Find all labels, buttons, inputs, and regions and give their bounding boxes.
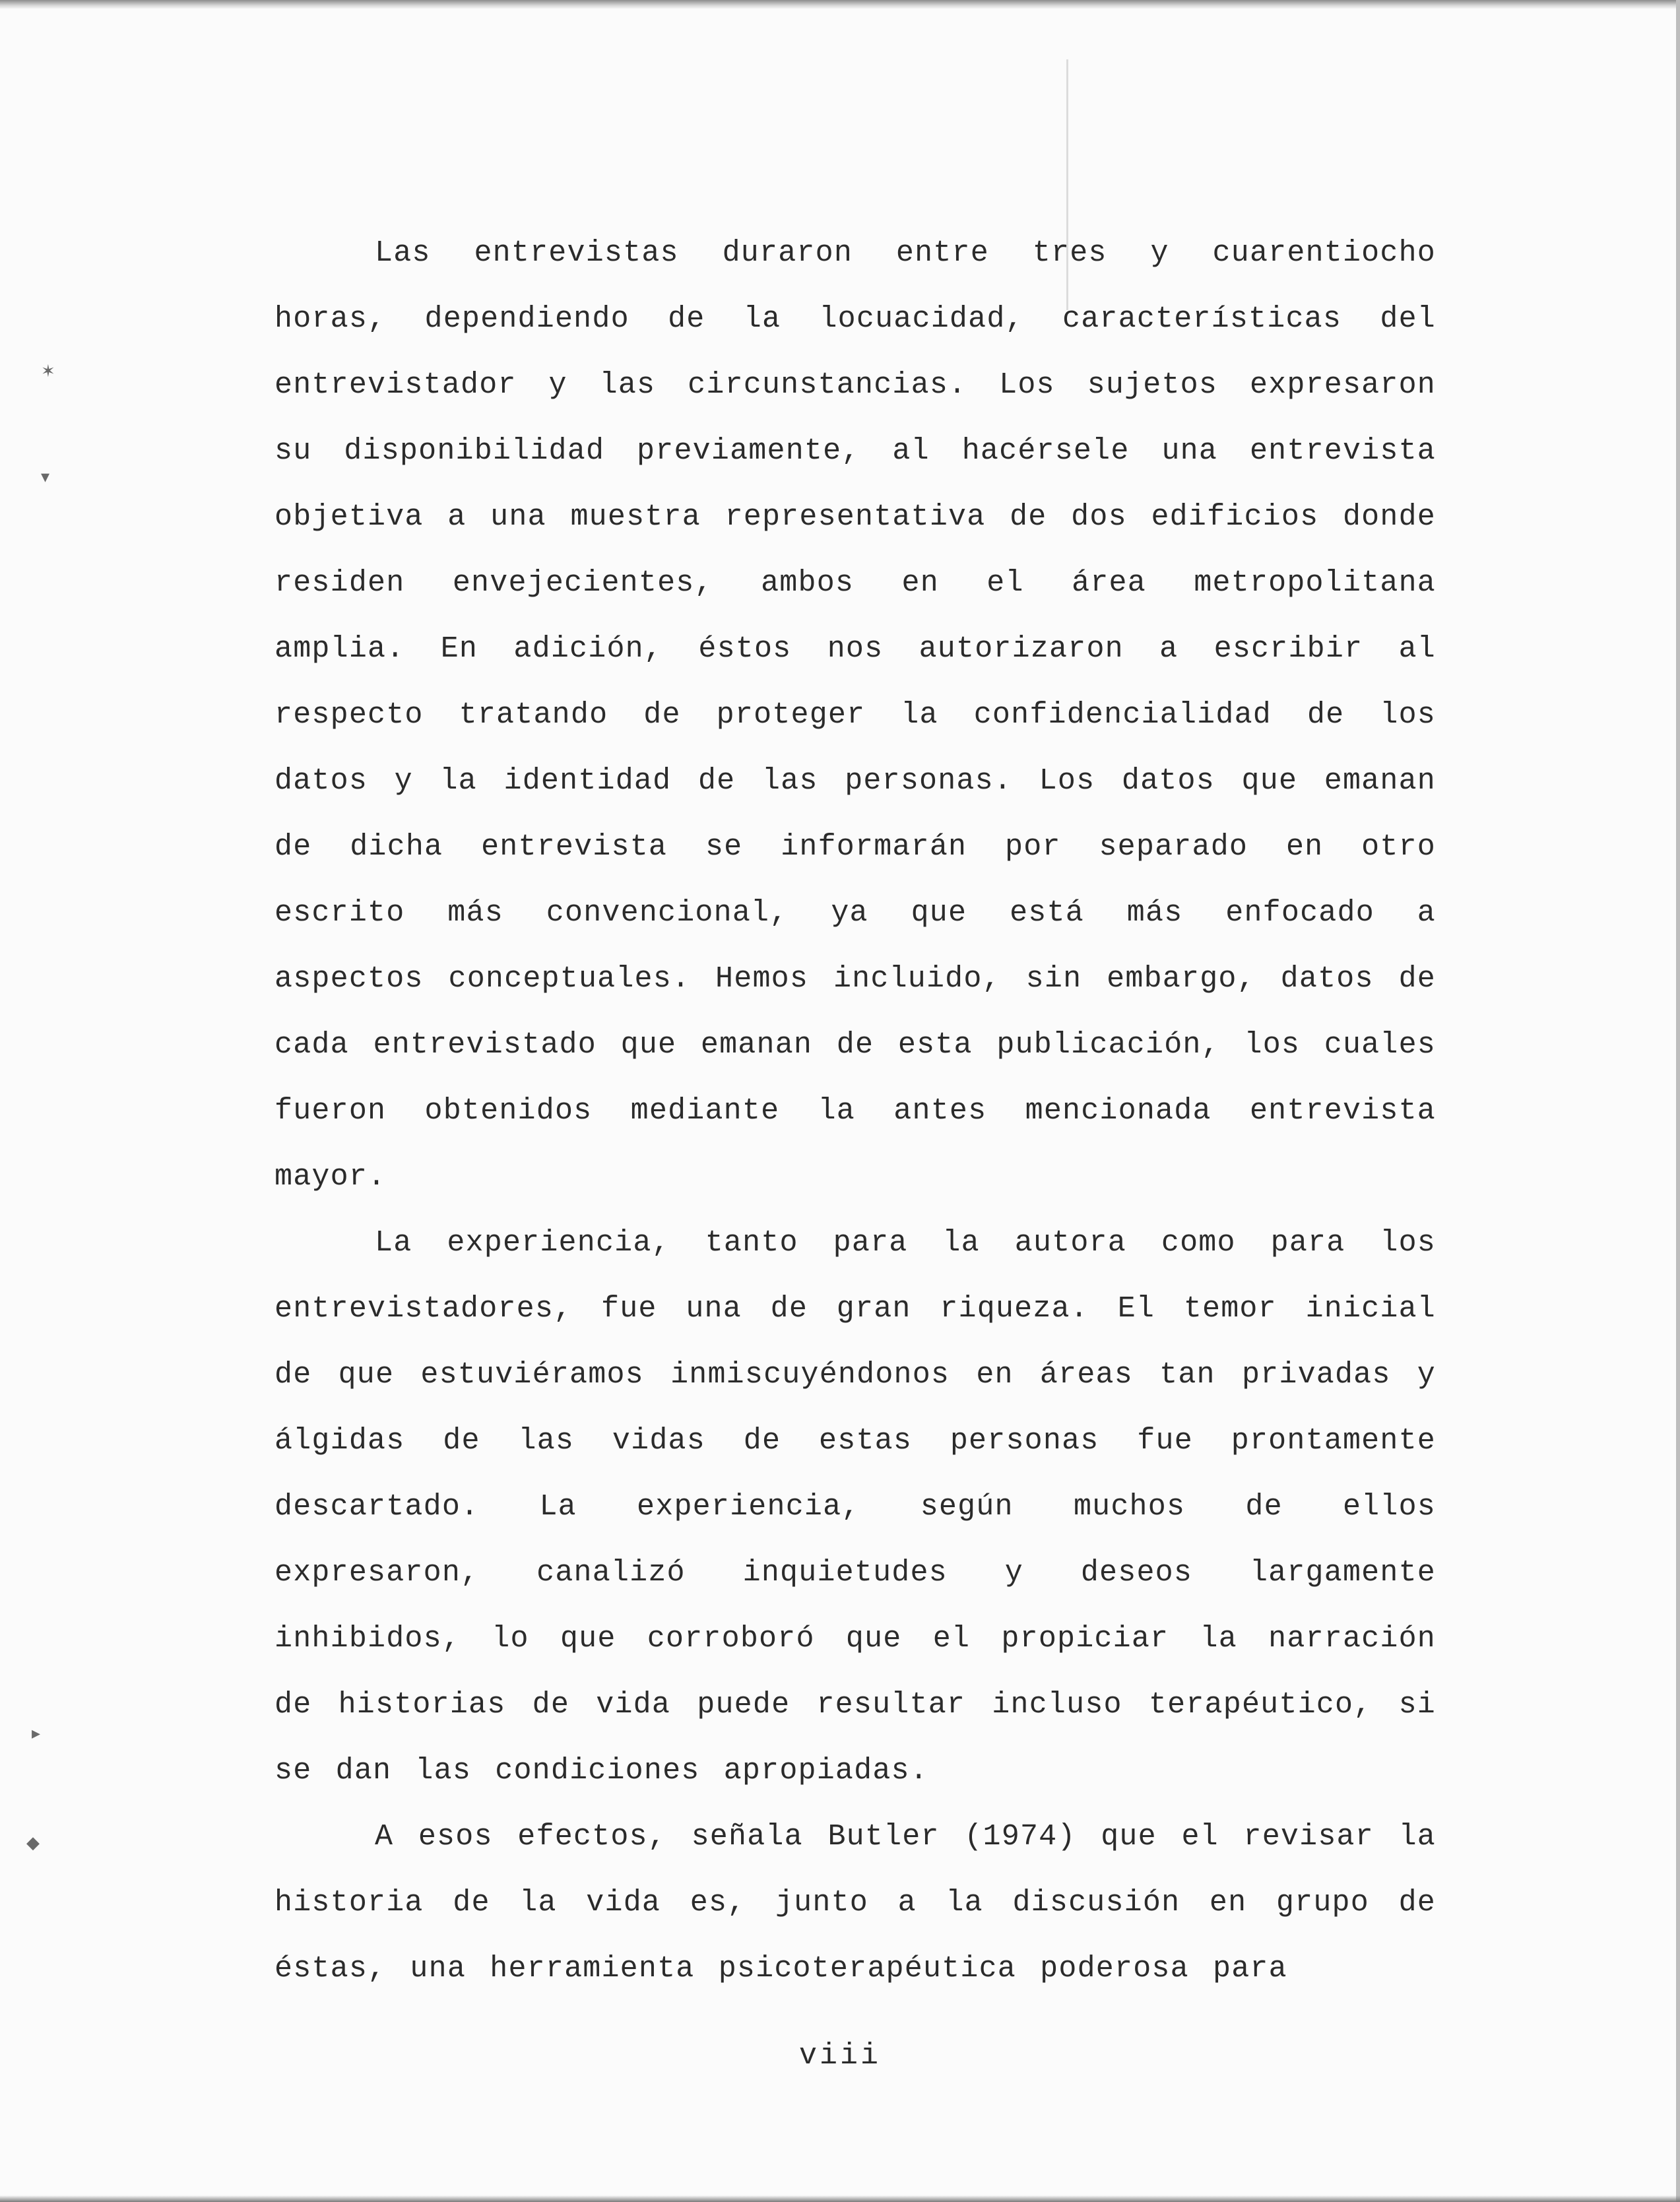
paragraph: Las entrevistas duraron entre tres y cuarentiocho horas, dependiendo de la locuacidad, características del entrevistador y las circunstancias. Los sujetos expresaron su disponibilidad previamente, al hacérsele una entrevista objetiva a una muestra representativa de dos edificios donde residen envejecientes, ambos en el área metropolitana amplia. En adición, éstos nos autorizaron a escribir al respecto tratando de proteger la confidencialidad de los datos y la identidad de las personas. Los datos que emanan de dicha entrevista se informarán por separado en otro escrito más convencional, ya que está más enfocado a aspectos conceptuales. Hemos incluido, sin embargo, datos de cada entrevistado que emanan de esta publicación, los cuales fueron obtenidos mediante la antes mencionada entrevista mayor. bbox=[275, 236, 1436, 1194]
scan-bottom-edge bbox=[0, 2195, 1680, 2202]
binding-mark: ✶ bbox=[41, 362, 55, 381]
binding-mark: ▾ bbox=[41, 467, 50, 487]
scan-top-edge bbox=[0, 0, 1680, 9]
body-text bbox=[275, 220, 1436, 2002]
scan-right-edge bbox=[1676, 0, 1680, 2202]
paragraph: A esos efectos, señala Butler (1974) que el revisar la historia de la vida es, junto a la discusión en grupo de éstas, una herramienta psicoterapéutica poderosa para bbox=[275, 1820, 1436, 1986]
binding-mark: ◆ bbox=[26, 1833, 40, 1853]
paragraph: La experiencia, tanto para la autora como para los entrevistadores, fue una de gran riqueza. El temor inicial de que estuviéramos inmiscuyéndonos en áreas tan privadas y álgidas de las vidas de estas personas fue prontamente descartado. La experiencia, según muchos de ellos expresaron, canalizó inquietudes y deseos largamente inhibidos, lo que corroboró que el propiciar la narración de historias de vida puede resultar incluso terapéutico, si se dan las condiciones apropiadas. bbox=[275, 1226, 1436, 1788]
page-number: viii bbox=[798, 2039, 882, 2073]
binding-mark: ▸ bbox=[32, 1724, 41, 1743]
